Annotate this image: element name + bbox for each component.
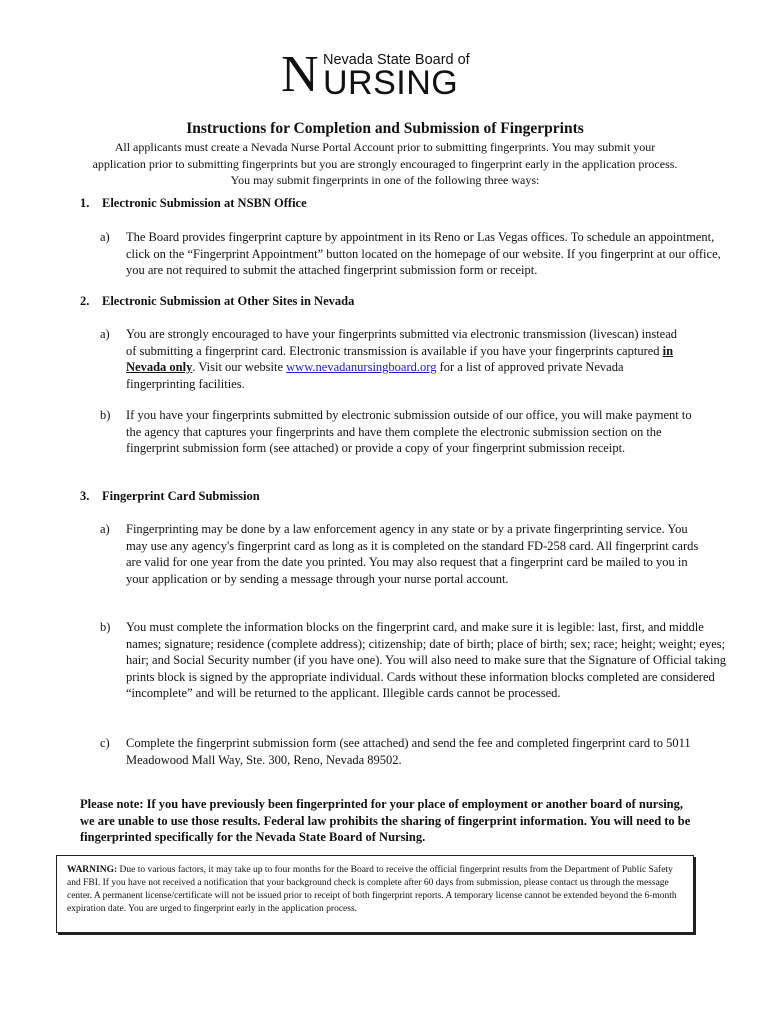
- warning-label: WARNING:: [67, 865, 118, 875]
- item-text: The Board provides fingerprint capture by appointment in its Reno or Las Vegas offices. To schedule an appointment, click on the “Fingerprint Appointment” button located on the homepage of our website. If you fingerprint at our office, you are not required to submit the attached fingerprint submission form or receipt.: [126, 230, 721, 277]
- section-3-item-c: [100, 735, 730, 768]
- nsbn-logo: [281, 46, 491, 103]
- item-text-mid: . Visit our website: [192, 360, 284, 374]
- section-2-item-b: [100, 407, 700, 457]
- warning-box: [56, 855, 694, 933]
- item-label: b): [100, 408, 111, 422]
- document-title: Instructions for Completion and Submission of Fingerprints: [186, 120, 584, 137]
- logo-rest-text: URSING: [323, 64, 459, 102]
- item-text-pre: You are strongly encouraged to have your fingerprints submitted via electronic transmission (livescan) instead of submitting a fingerprint card. Electronic transmission is available if you have your fingerprints captured: [126, 327, 678, 358]
- item-label: b): [100, 620, 111, 634]
- item-text: [126, 326, 680, 392]
- section-3-item-a: [100, 521, 710, 587]
- section-title: Electronic Submission at NSBN Office: [102, 196, 307, 210]
- section-number: 1.: [80, 196, 90, 210]
- section-1-item-a: [100, 229, 730, 279]
- nevada-only-emphasis: in Nevada only: [126, 343, 674, 374]
- item-text: You must complete the information blocks on the fingerprint card, and make sure it is legible: last, first, and middle names; signature; residence (complete address); citizenship; date of birth; place of birth; sex; race; height; weight; eyes; hair; and Social Security number (if you have one). You will also need to make sure that the Signature of Official taking prints block is signed by the appropriate individual. Cards without these information blocks completed are considered “incomplete” and will be returned to the applicant. Illegible cards cannot be processed.: [126, 620, 726, 700]
- item-label: a): [100, 327, 110, 341]
- section-3-item-b: [100, 619, 730, 702]
- section-number: 2.: [80, 294, 90, 308]
- section-1-heading: [80, 196, 307, 211]
- item-text: Complete the fingerprint submission form (see attached) and send the fee and completed fingerprint card to 5011 Meadowood Mall Way, Ste. 300, Reno, Nevada 89502.: [126, 736, 691, 767]
- item-text-post: for a list of approved private Nevada fingerprinting facilities.: [126, 360, 624, 391]
- section-number: 3.: [80, 489, 90, 503]
- section-title: Electronic Submission at Other Sites in Nevada: [102, 294, 355, 308]
- item-label: c): [100, 736, 110, 750]
- item-label: a): [100, 522, 110, 536]
- item-text: Fingerprinting may be done by a law enforcement agency in any state or by a private fingerprinting service. You may use any agency's fingerprint card as long as it is completed on the standard FD-258 card. All fingerprint cards are valid for one year from the date you printed. You may also request that a fingerprint card be mailed to you in your application or by sending a message through your nurse portal account.: [126, 522, 699, 586]
- section-3-heading: [80, 489, 260, 504]
- logo-top-text: Nevada State Board of: [323, 52, 470, 68]
- intro-paragraph: All applicants must create a Nevada Nurse Portal Account prior to submitting fingerprints. You may submit your application prior to submitting fingerprints but you are strongly encouraged to fingerprint early in the application process. You may submit fingerprints in one of the following three ways:: [92, 140, 678, 187]
- logo-big-letter: N: [281, 46, 318, 103]
- nsbn-website-link[interactable]: www.nevadanursingboard.org: [286, 360, 437, 374]
- warning-text: Due to various factors, it may take up to four months for the Board to receive the official fingerprint results from the Department of Public Safety and FBI. If you have not received a notification that your background check is complete after 60 days from submission, please contact us through the message center. A permanent license/certificate will not be issued prior to receipt of both fingerprint reports. A temporary license cannot be extended beyond the 6-month expiration date. You are urged to fingerprint early in the application process.: [67, 865, 677, 914]
- item-text: If you have your fingerprints submitted by electronic submission outside of our office, you will make payment to the agency that captures your fingerprints and have them complete the electronic submission section on the fingerprint submission form (see attached) or provide a copy of your fingerprint submission receipt.: [126, 408, 692, 455]
- section-2-item-a: [100, 326, 680, 392]
- please-note-paragraph: Please note: If you have previously been fingerprinted for your place of employment or another board of nursing, we are unable to use those results. Federal law prohibits the sharing of fingerprint information. You will need to be fingerprinted specifically for the Nevada State Board of Nursing.: [80, 797, 691, 844]
- section-title: Fingerprint Card Submission: [102, 489, 260, 503]
- item-label: a): [100, 230, 110, 244]
- section-2-heading: [80, 294, 354, 309]
